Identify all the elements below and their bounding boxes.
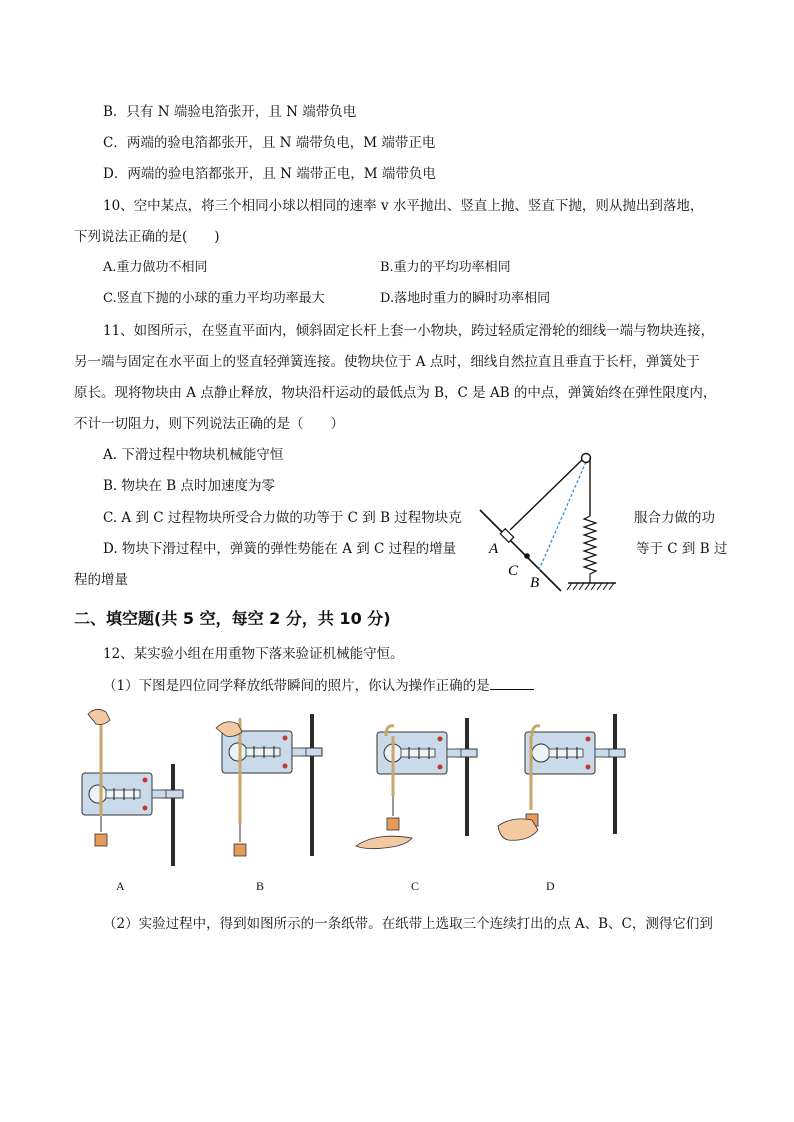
- string-to-block: [510, 458, 584, 530]
- ground-hatching: [567, 583, 614, 590]
- q11-option-c-part1: C. A 到 C 过程物块所受合力做的功等于 C 到 B 过程物块克: [103, 510, 462, 526]
- answer-blank[interactable]: [490, 677, 534, 690]
- q11-option-c-part2: 服合力做的功: [634, 510, 715, 526]
- q11-option-d-part2: 等于 C 到 B 过: [636, 541, 728, 557]
- q12-apparatus-figure: [70, 706, 630, 871]
- q9-option-d: D．两端的验电箔都张开，且 N 端带正电，M 端带负电: [103, 166, 436, 182]
- section2-title: 二、填空题(共 5 空，每空 2 分，共 10 分): [74, 609, 391, 628]
- q12-part1-text: （1）下图是四位同学释放纸带瞬间的照片，你认为操作正确的是: [103, 678, 490, 694]
- label-c: C: [508, 563, 519, 579]
- q12-part1-line: [103, 677, 534, 695]
- label-b: B: [530, 575, 540, 591]
- q9-option-c: C．两端的验电箔都张开，且 N 端带负电，M 端带正电: [103, 135, 436, 151]
- q10-stem-line2: 下列说法正确的是( ): [74, 229, 220, 245]
- q11-option-b: B. 物块在 B 点时加速度为零: [103, 478, 276, 494]
- spring: [584, 516, 596, 583]
- q11-pulley-spring-figure: [476, 446, 626, 596]
- q10-option-c: C.竖直下抛的小球的重力平均功率最大: [103, 291, 325, 306]
- apparatus-b: [216, 714, 322, 856]
- q11-stem-line4: 不计一切阻力，则下列说法正确的是（ ）: [74, 416, 344, 432]
- q10-option-a: A.重力做功不相同: [103, 260, 208, 275]
- q12-part2: （2）实验过程中，得到如图所示的一条纸带。在纸带上选取三个连续打出的点 A、B、C，测得它们到: [103, 916, 713, 932]
- q11-stem-line2: 另一端与固定在水平面上的竖直轻弹簧连接。使物块位于 A 点时，细线自然拉直且垂直于长杆，弹簧处于: [74, 354, 700, 370]
- slider-block: [500, 529, 513, 542]
- q10-option-b: B.重力的平均功率相同: [380, 260, 511, 275]
- apparatus-d: [498, 714, 625, 840]
- q11-option-a: A. 下滑过程中物块机械能守恒: [103, 447, 284, 463]
- q11-option-d-part3: 程的增量: [74, 572, 128, 588]
- q10-stem-line1: 10、空中某点，将三个相同小球以相同的速率 v 水平抛出、竖直上抛、竖直下抛，则从抛出到落地，: [103, 198, 704, 214]
- pulley: [582, 454, 591, 463]
- caption-b: B: [256, 879, 265, 893]
- q9-option-b: B．只有 N 端验电箔张开，且 N 端带负电: [103, 104, 357, 120]
- q11-stem-line3: 原长。现将物块由 A 点静止释放，物块沿杆运动的最低点为 B，C 是 AB 的中点，弹簧始终在弹性限度内，: [74, 385, 717, 401]
- apparatus-a: [82, 709, 183, 866]
- apparatus-c: [356, 718, 477, 849]
- caption-c: C: [411, 879, 420, 893]
- q11-stem-line1: 11、如图所示，在竖直平面内，倾斜固定长杆上套一小物块，跨过轻质定滑轮的细线一端与物块连接，: [103, 323, 715, 339]
- point-c-dot: [524, 553, 530, 559]
- label-a: A: [489, 541, 499, 557]
- q10-option-d: D.落地时重力的瞬时功率相同: [380, 291, 551, 306]
- q11-option-d-part1: D. 物块下滑过程中，弹簧的弹性势能在 A 到 C 过程的增量: [103, 541, 457, 557]
- caption-a: A: [116, 879, 125, 893]
- caption-d: D: [546, 879, 555, 893]
- q12-stem: 12、某实验小组在用重物下落来验证机械能守恒。: [103, 646, 404, 662]
